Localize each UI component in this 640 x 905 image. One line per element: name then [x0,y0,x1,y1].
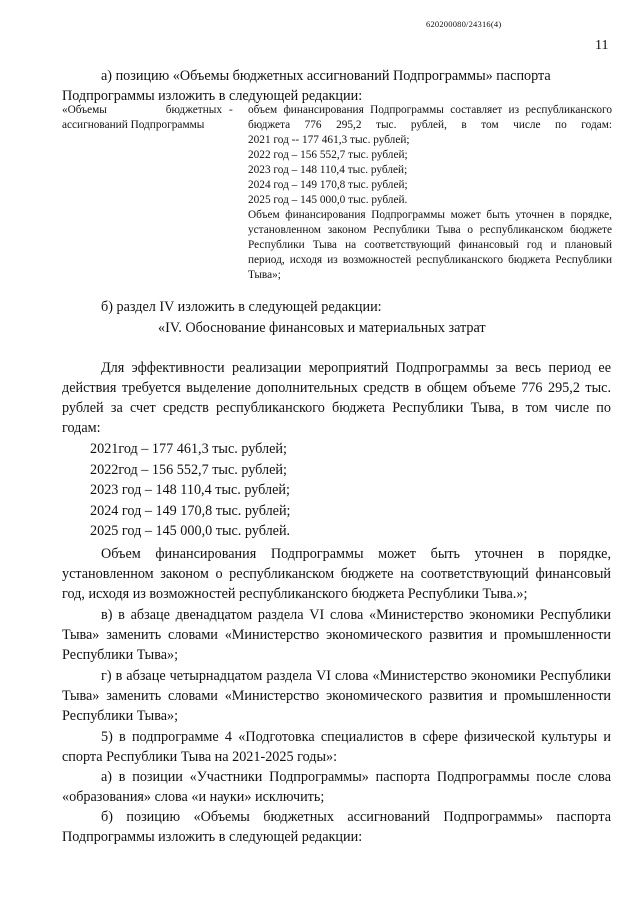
table-year-row: 2021 год -- 177 461,3 тыс. рублей; [248,134,410,146]
table-year-row: 2025 год – 145 000,0 тыс. рублей. [248,194,408,206]
paragraph-5b: б) позицию «Объемы бюджетных ассигнований Подпрограммы» паспорта Подпрограммы изложить в следующей редакции: [62,809,611,845]
paragraph-b-section: б) раздел IV изложить в следующей редакции: [101,299,382,315]
document-code: 620200080/24316(4) [426,19,502,29]
paragraph-a-passport: а) позицию «Объемы бюджетных ассигнований Подпрограммы» паспорта Подпрограммы изложить в следующей редакции: [62,68,551,104]
paragraph-5: 5) в подпрограмме 4 «Подготовка специалистов в сфере физической культуры и спорта Республики Тыва на 2021-2025 годы»: [62,729,611,765]
paragraph-v: в) в абзаце двенадцатом раздела VI слова «Министерство экономики Республики Тыва» заменить словами «Министерство экономического развития и промышленности Республики Тыва»; [62,607,611,663]
section-title: «IV. Обоснование финансовых и материальных затрат [158,320,486,336]
page-number: 11 [595,38,609,53]
table-left-label: «Объемы бюджетных ассигнований Подпрограммы [62,104,222,131]
year-row: 2022год – 156 552,7 тыс. рублей; [90,461,287,478]
paragraph-volume: Объем финансирования Подпрограммы может быть уточнен в порядке, установленном законом о республиканском бюджете на соответствующий финансовый год, исходя из возможностей республиканского бюджета Республики Тыва.»; [62,546,611,602]
table-note: Объем финансирования Подпрограммы может быть уточнен в порядке, установленном законом Республики Тыва о республиканском бюджете Республики Тыва на соответствующий финансовый год и плановый период, исходя из возможностей республиканского бюджета Республики Тыва»; [248,209,612,281]
year-row: 2021год – 177 461,3 тыс. рублей; [90,441,287,457]
year-row: 2025 год – 145 000,0 тыс. рублей. [90,523,291,539]
paragraph-5a: а) в позиции «Участники Подпрограммы» паспорта Подпрограммы после слова «образования» слова «и науки» исключить; [62,769,611,805]
table-year-row: 2024 год – 149 170,8 тыс. рублей; [248,179,408,191]
year-row: 2024 год – 149 170,8 тыс. рублей; [90,502,291,519]
table-year-row: 2022 год – 156 552,7 тыс. рублей; [248,149,408,161]
table-dash: - [229,104,233,116]
table-year-row: 2023 год – 148 110,4 тыс. рублей; [248,164,408,176]
table-right-content [248,103,612,283]
paragraph-g: г) в абзаце четырнадцатом раздела VI слова «Министерство экономики Республики Тыва» заменить словами «Министерство экономического развития и промышленности Республики Тыва»; [62,668,611,724]
table-intro: объем финансирования Подпрограммы составляет из республиканского бюджета 776 295,2 тыс. рублей, в том числе по годам: [248,104,612,131]
paragraph-efficiency: Для эффективности реализации мероприятий Подпрограммы за весь период ее действия требуется выделение дополнительных средств в общем объеме 776 295,2 тыс. рублей за счет средств республиканского бюджета Республики Тыва, в том числе по годам: [62,360,611,436]
year-row: 2023 год – 148 110,4 тыс. рублей; [90,482,290,498]
years-list [90,439,291,542]
